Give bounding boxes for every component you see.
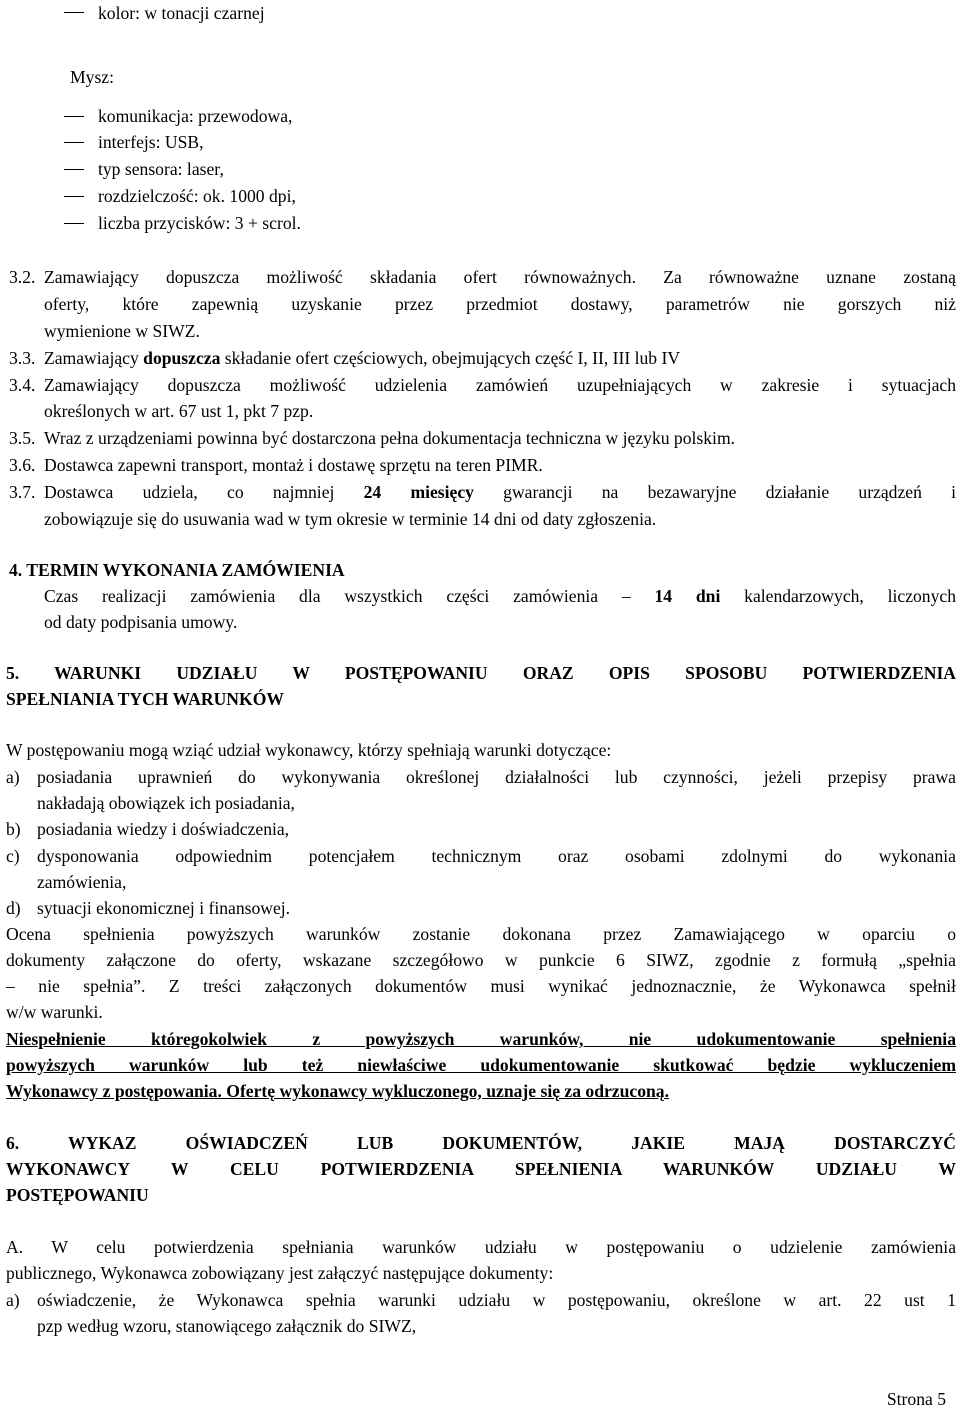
paragraph-line: Zamawiający dopuszcza możliwość składania ofert równoważnych. Za równoważne uznane zostaną (44, 267, 956, 287)
warning-line: powyższych warunków lub też niewłaściwe udokumentowanie skutkować będzie wykluczeniem (6, 1055, 956, 1075)
paragraph-line: w/w warunki. (6, 1002, 103, 1022)
text-span: kalendarzowych, liczonych (720, 586, 957, 606)
section-number: 3.6. (9, 455, 36, 475)
list-item-text: typ sensora: laser, (98, 159, 224, 179)
list-item-text: dysponowania odpowiednim potencjałem technicznym oraz osobami zdolnymi do wykonania (37, 846, 956, 866)
paragraph-line: Ocena spełnienia powyższych warunków zostanie dokonana przez Zamawiającego w oparciu o (6, 924, 956, 944)
paragraph-line: zobowiązuje się do usuwania wad w tym okresie w terminie 14 dni od daty zgłoszenia. (44, 509, 657, 529)
paragraph-line (44, 583, 956, 609)
paragraph-line: wymienione w SIWZ. (44, 321, 200, 341)
list-label: a) (6, 767, 20, 787)
list-item-text: kolor: w tonacji czarnej (98, 3, 265, 23)
list-item (0, 0, 960, 26)
paragraph-line (44, 479, 956, 505)
section-number: 3.2. (9, 267, 36, 287)
list-item-text: rozdzielczość: ok. 1000 dpi, (98, 186, 296, 206)
section-number: 3.5. (9, 428, 36, 448)
section-heading: 6. WYKAZ OŚWIADCZEŃ LUB DOKUMENTÓW, JAKIE MAJĄ DOSTARCZYĆ (6, 1133, 956, 1153)
section-number: 3.7. (9, 482, 36, 502)
paragraph-line: publicznego, Wykonawca zobowiązany jest załączyć następujące dokumenty: (6, 1263, 554, 1283)
list-item-text: komunikacja: przewodowa, (98, 106, 293, 126)
paragraph-line: Zamawiający dopuszcza możliwość udzielenia zamówień uzupełniających w zakresie i sytuacjach (44, 375, 956, 395)
list-item (0, 156, 960, 182)
list-label: b) (6, 819, 21, 839)
list-item-text: posiadania wiedzy i doświadczenia, (37, 819, 290, 839)
mouse-title: Mysz: (70, 67, 114, 87)
page-number: Strona 5 (886, 1389, 946, 1409)
dash-bullet (64, 196, 84, 197)
section-number: 3.3. (9, 348, 36, 368)
dash-bullet (64, 116, 84, 117)
list-item (0, 183, 960, 209)
list-label: a) (6, 1290, 20, 1310)
paragraph-line: – nie spełnia”. Z treści załączonych dokumentów musi wynikać jednoznacznie, że Wykonawca spełnił (6, 976, 956, 996)
dash-bullet (64, 169, 84, 170)
list-item-text: nakładają obowiązek ich posiadania, (37, 793, 295, 813)
list-label: c) (6, 846, 20, 866)
bold-text: 24 miesięcy (363, 482, 474, 502)
list-item-text: liczba przycisków: 3 + scrol. (98, 213, 301, 233)
section-number: 3.4. (9, 375, 36, 395)
list-item (0, 129, 960, 155)
list-item-text: zamówienia, (37, 872, 127, 892)
section-heading: SPEŁNIANIA TYCH WARUNKÓW (6, 689, 284, 709)
section-heading: WYKONAWCY W CELU POTWIERDZENIA SPEŁNIENIA WARUNKÓW UDZIAŁU W (6, 1159, 956, 1179)
list-item (0, 210, 960, 236)
text-span: Dostawca udziela, co najmniej (44, 482, 364, 502)
paragraph-line: Wraz z urządzeniami powinna być dostarczona pełna dokumentacja techniczna w języku polskim. (44, 428, 736, 448)
section-heading: POSTĘPOWANIU (6, 1185, 149, 1205)
list-item-text: posiadania uprawnień do wykonywania określonej działalności lub czynności, jeżeli przepisy prawa (37, 767, 956, 787)
bold-text: 14 dni (654, 586, 721, 606)
list-item-text: oświadczenie, że Wykonawca spełnia warunki udziału w postępowaniu, określone w art. 22 ust 1 (37, 1290, 956, 1310)
text-span: gwarancji na bezawaryjne działanie urządzeń i (473, 482, 957, 502)
paragraph-line: od daty podpisania umowy. (44, 612, 238, 632)
paragraph-line: dokumenty załączone do oferty, wskazane szczegółowo w punkcie 6 SIWZ, zgodnie z formułą „spełnia (6, 950, 956, 970)
paragraph-line: oferty, które zapewnią uzyskanie przez przedmiot dostawy, parametrów nie gorszych niż (44, 294, 956, 314)
paragraph-line (44, 345, 680, 371)
paragraph-line: A. W celu potwierdzenia spełniania warunków udziału w postępowaniu o udzielenie zamówienia (6, 1237, 956, 1257)
list-item (0, 103, 960, 129)
dash-bullet (64, 223, 84, 224)
dash-bullet (64, 142, 84, 143)
section-heading: 5. WARUNKI UDZIAŁU W POSTĘPOWANIU ORAZ OPIS SPOSOBU POTWIERDZENIA (6, 663, 956, 683)
paragraph-line: W postępowaniu mogą wziąć udział wykonawcy, którzy spełniają warunki dotyczące: (6, 740, 612, 760)
bold-text: dopuszcza (143, 348, 221, 368)
warning-line: Niespełnienie któregokolwiek z powyższych warunków, nie udokumentowanie spełnienia (6, 1029, 956, 1049)
section-heading: 4. TERMIN WYKONANIA ZAMÓWIENIA (9, 560, 345, 580)
list-item-text: pzp według wzoru, stanowiącego załącznik do SIWZ, (37, 1316, 417, 1336)
list-label: d) (6, 898, 21, 918)
text-span: Czas realizacji zamówienia dla wszystkich części zamówienia – (44, 586, 655, 606)
paragraph-line: Dostawca zapewni transport, montaż i dostawę sprzętu na teren PIMR. (44, 455, 543, 475)
list-item-text: sytuacji ekonomicznej i finansowej. (37, 898, 291, 918)
text-span: Zamawiający (44, 348, 144, 368)
list-item-text: interfejs: USB, (98, 132, 204, 152)
warning-line: Wykonawcy z postępowania. Ofertę wykonawcy wykluczonego, uznaje się za odrzuconą. (6, 1081, 669, 1101)
text-span: składanie ofert częściowych, obejmujących część I, II, III lub IV (220, 348, 681, 368)
paragraph-line: określonych w art. 67 ust 1, pkt 7 pzp. (44, 401, 314, 421)
dash-bullet (64, 12, 84, 13)
